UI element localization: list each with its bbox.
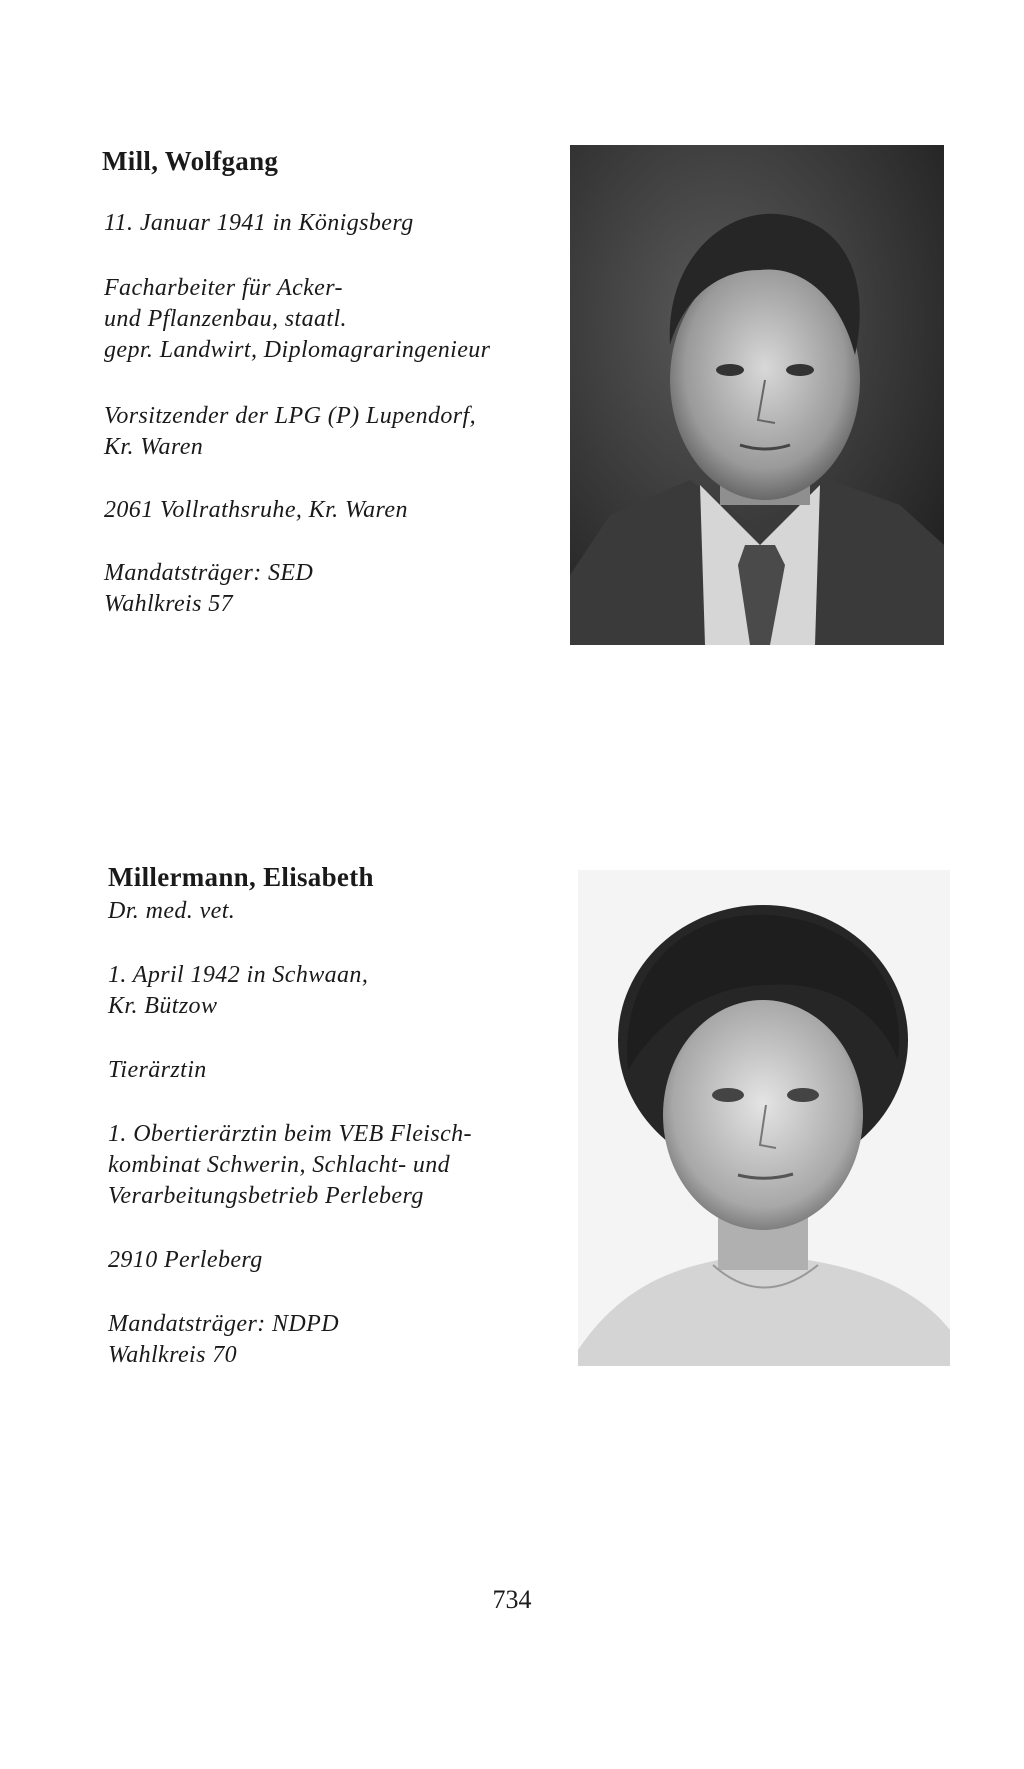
person-name: Mill, Wolfgang	[102, 146, 279, 176]
birth-line: 1. April 1942 in Schwaan,	[108, 962, 369, 988]
page-number: 734	[492, 1585, 532, 1614]
profession-line: Tierärztin	[108, 1057, 207, 1083]
academic-title: Dr. med. vet.	[108, 898, 236, 924]
education-line: und Pflanzenbau, staatl.	[104, 306, 347, 332]
constituency-line: Wahlkreis 57	[104, 591, 234, 617]
education-line: gepr. Landwirt, Diplomagraringenieur	[104, 337, 491, 363]
portrait-woman-icon	[578, 870, 950, 1366]
education-line: Facharbeiter für Acker-	[104, 275, 343, 301]
position-line: 1. Obertierärztin beim VEB Fleisch-	[108, 1121, 472, 1147]
constituency-line: Wahlkreis 70	[108, 1342, 238, 1368]
mandate-line: Mandatsträger: SED	[104, 560, 314, 586]
position-line: Kr. Waren	[104, 434, 204, 460]
person-name: Millermann, Elisabeth	[108, 862, 374, 892]
address-line: 2910 Perleberg	[108, 1247, 263, 1273]
portrait-photo	[570, 145, 944, 645]
portrait-man-icon	[570, 145, 944, 645]
position-line: Vorsitzender der LPG (P) Lupendorf,	[104, 403, 476, 429]
position-line: Verarbeitungsbetrieb Perleberg	[108, 1183, 424, 1209]
mandate-line: Mandatsträger: NDPD	[108, 1311, 339, 1337]
position-line: kombinat Schwerin, Schlacht- und	[108, 1152, 451, 1178]
address-line: 2061 Vollrathsruhe, Kr. Waren	[104, 497, 408, 523]
portrait-photo	[578, 870, 950, 1366]
birth-line: Kr. Bützow	[108, 993, 218, 1019]
birth-line: 11. Januar 1941 in Königsberg	[104, 210, 414, 236]
